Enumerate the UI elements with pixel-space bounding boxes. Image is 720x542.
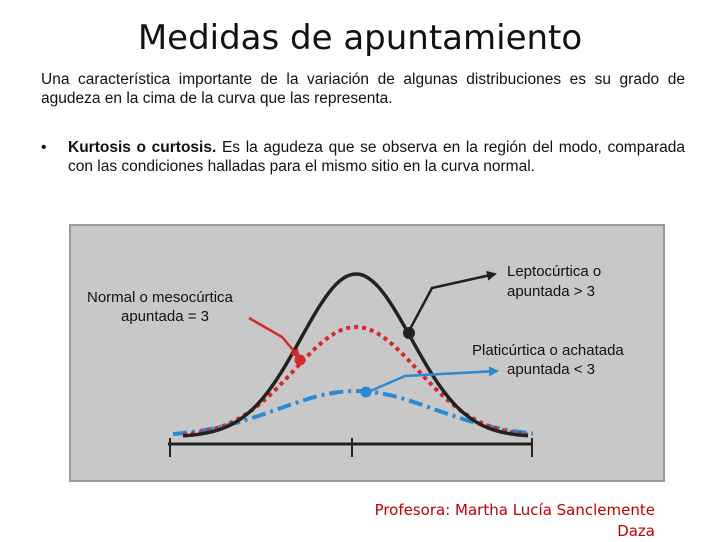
author-credit-line1: Profesora: Martha Lucía Sanclemente: [374, 501, 655, 519]
slide-title: Medidas de apuntamiento: [137, 18, 583, 58]
bullet-item-kurtosis: [41, 138, 685, 176]
bullet-marker: •: [41, 139, 47, 156]
kurtosis-figure: [69, 224, 665, 482]
mesokurtic-arrow: [249, 318, 299, 357]
mesokurtic-label-line2: apuntada = 3: [121, 308, 210, 325]
bullet-definition: Es la agudeza que se observa en la región del modo, comparada con las condiciones halladas para el mismo sitio en la curva normal.: [68, 139, 685, 175]
mesokurtic-label-line1: Normal o mesocúrtica: [87, 289, 233, 306]
mesokurtic-marker-dot: [295, 355, 306, 366]
bullet-text-block: [68, 138, 685, 176]
leptokurtic-label-line2: apuntada > 3: [507, 283, 596, 300]
intro-paragraph: Una característica importante de la variación de algunas distribuciones es su grado de agudeza en la cima de la curva que las representa.: [41, 71, 685, 107]
author-credit: [340, 500, 655, 542]
platykurtic-label-line1: Platicúrtica o achatada: [472, 342, 624, 359]
author-credit-line2: Daza: [617, 522, 655, 540]
bullet-term: Kurtosis o curtosis.: [68, 139, 217, 156]
platykurtic-arrow: [368, 371, 497, 392]
leptokurtic-arrow: [409, 274, 495, 331]
kurtosis-diagram: [71, 226, 667, 484]
leptokurtic-label-line1: Leptocúrtica o: [507, 263, 602, 280]
platykurtic-label-line2: apuntada < 3: [507, 361, 596, 378]
